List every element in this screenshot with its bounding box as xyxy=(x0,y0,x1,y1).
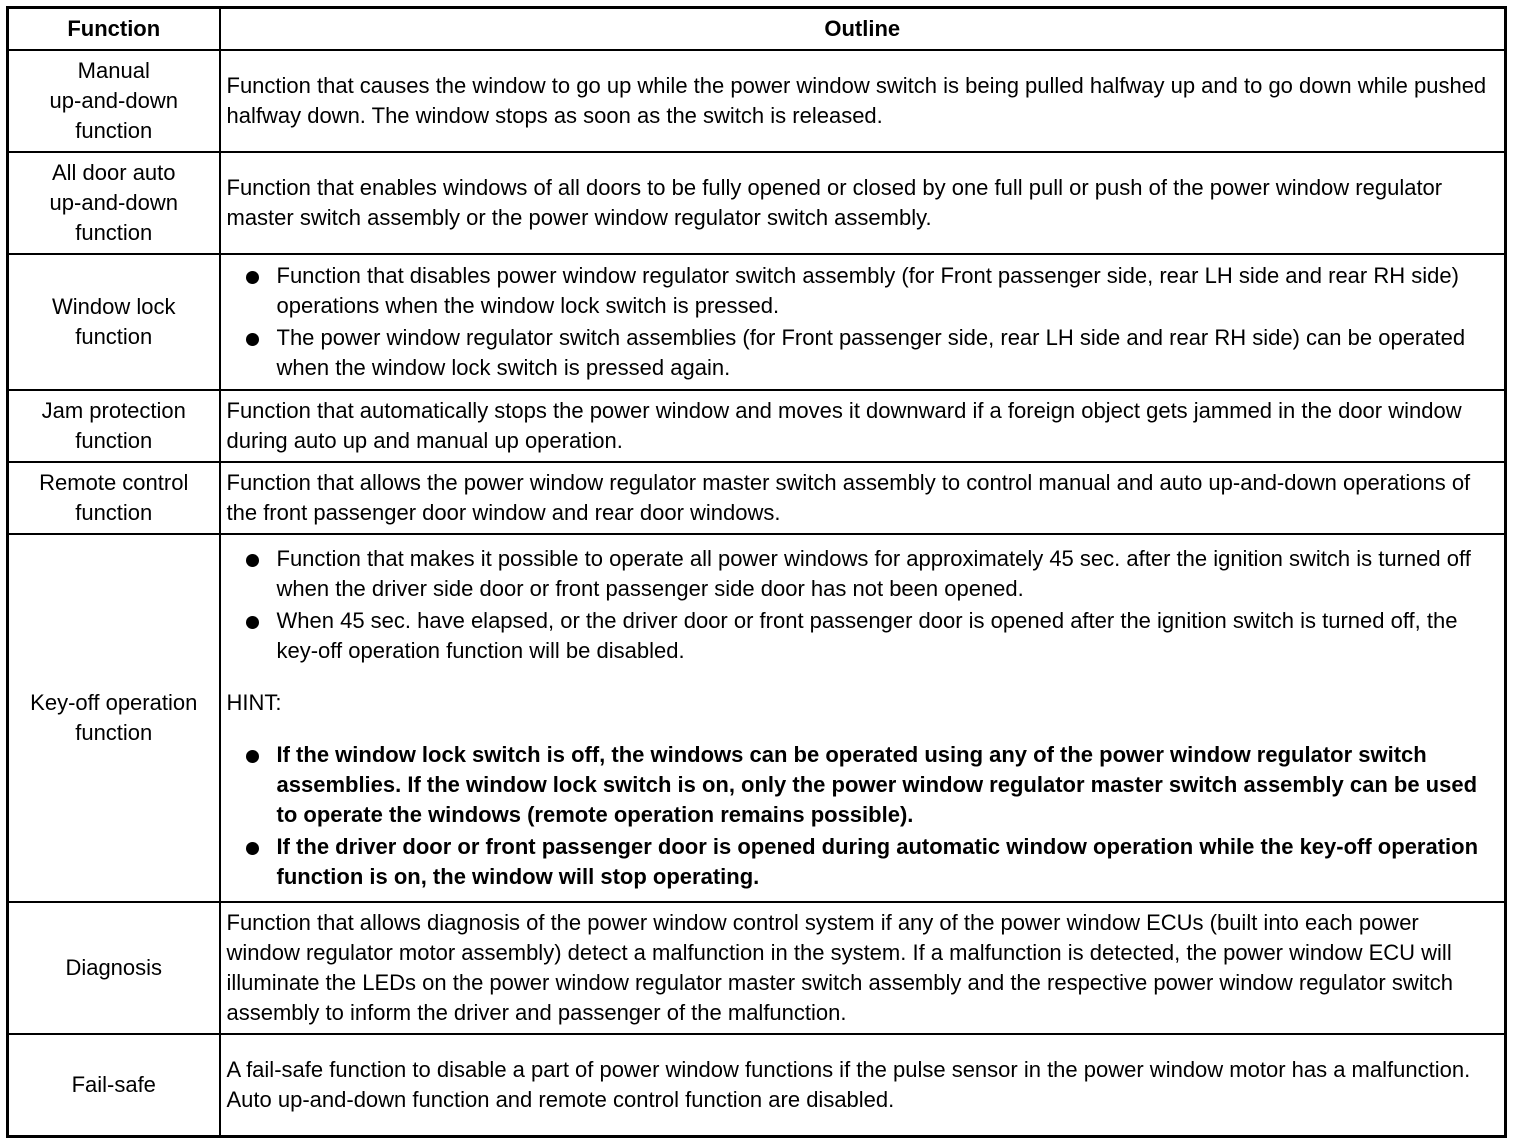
function-label-line: function xyxy=(75,500,153,525)
bullet-item: Function that makes it possible to operate all power windows for approximately 45 sec. after the ignition switch is turned off when the driver side door or front passenger side door has not been opened. xyxy=(227,544,1499,604)
function-cell xyxy=(8,254,220,390)
function-label-line: function xyxy=(75,324,153,349)
function-label-line: Window lock xyxy=(52,294,176,319)
table-row xyxy=(8,902,1506,1034)
function-label-line: Remote control xyxy=(39,470,189,495)
function-cell xyxy=(8,534,220,902)
function-label-line: Fail-safe xyxy=(71,1071,156,1097)
bullet-item: When 45 sec. have elapsed, or the driver door or front passenger door is opened after the ignition switch is turned off, the key-off operation function will be disabled. xyxy=(227,606,1499,666)
function-label-line: Manual xyxy=(77,58,150,83)
function-cell xyxy=(8,902,220,1034)
function-outline-table xyxy=(6,6,1507,1138)
column-header-outline: Outline xyxy=(220,8,1506,51)
function-cell xyxy=(8,462,220,534)
table-row xyxy=(8,1034,1506,1136)
function-label-line: up-and-down xyxy=(49,190,178,215)
function-label-line: Jam protection xyxy=(41,398,186,423)
outline-cell xyxy=(220,1034,1506,1136)
hint-bullet-list xyxy=(227,740,1499,892)
hint-bullet-item: If the driver door or front passenger door is opened during automatic window operation while the key-off operation function is on, the window will stop operating. xyxy=(227,832,1499,892)
outline-line: A fail-safe function to disable a part of power window functions if the pulse sensor in the power window motor has a malfunction. xyxy=(226,1056,1471,1082)
function-cell xyxy=(8,1034,220,1136)
hint-bullet-item: If the window lock switch is off, the windows can be operated using any of the power window regulator switch assemblies. If the window lock switch is on, only the power window regulator master switch assembly can be used to operate the windows (remote operation remains possible). xyxy=(227,740,1499,830)
table-row xyxy=(8,152,1506,254)
function-cell xyxy=(8,390,220,462)
outline-cell: Function that automatically stops the power window and moves it downward if a foreign object gets jammed in the door window during auto up and manual up operation. xyxy=(220,390,1506,462)
function-label-line: function xyxy=(75,720,153,745)
function-label-line: Diagnosis xyxy=(65,955,163,980)
table-row xyxy=(8,462,1506,534)
function-label-line: function xyxy=(75,220,153,245)
outline-cell: Function that causes the window to go up while the power window switch is being pulled halfway up and to go down while pushed halfway down. The window stops as soon as the switch is released. xyxy=(220,50,1506,152)
bullet-list xyxy=(227,544,1499,666)
hint-label: HINT: xyxy=(226,690,282,715)
outline-cell: Function that allows diagnosis of the power window control system if any of the power window ECUs (built into each power window regulator motor assembly) detect a malfunction in the system. If a malfunction is detected, the power window ECU will illuminate the LEDs on the power window regulator master switch assembly and the respective power window regulator switch assembly to inform the driver and passenger of the malfunction. xyxy=(220,902,1506,1034)
function-label-line: Key-off operation xyxy=(30,690,198,715)
bullet-list xyxy=(227,261,1499,383)
table-row xyxy=(8,50,1506,152)
function-label-line: function xyxy=(75,428,153,453)
table-row xyxy=(8,254,1506,390)
function-label-line: All door auto xyxy=(51,160,176,185)
function-cell xyxy=(8,50,220,152)
column-header-function: Function xyxy=(8,8,220,51)
function-cell xyxy=(8,152,220,254)
outline-cell xyxy=(220,254,1506,390)
table-row xyxy=(8,534,1506,902)
outline-line: Auto up-and-down function and remote control function are disabled. xyxy=(226,1086,895,1112)
function-label-line: function xyxy=(75,118,153,143)
table-header-row xyxy=(8,8,1506,51)
bullet-item: The power window regulator switch assemblies (for Front passenger side, rear LH side and rear RH side) can be operated when the window lock switch is pressed again. xyxy=(227,323,1499,383)
outline-cell xyxy=(220,534,1506,902)
table-row xyxy=(8,390,1506,462)
function-label-line: up-and-down xyxy=(49,88,178,113)
outline-cell: Function that allows the power window regulator master switch assembly to control manual and auto up-and-down operations of the front passenger door window and rear door windows. xyxy=(220,462,1506,534)
outline-cell: Function that enables windows of all doors to be fully opened or closed by one full pull or push of the power window regulator master switch assembly or the power window regulator switch assembly. xyxy=(220,152,1506,254)
bullet-item: Function that disables power window regulator switch assembly (for Front passenger side, rear LH side and rear RH side) operations when the window lock switch is pressed. xyxy=(227,261,1499,321)
